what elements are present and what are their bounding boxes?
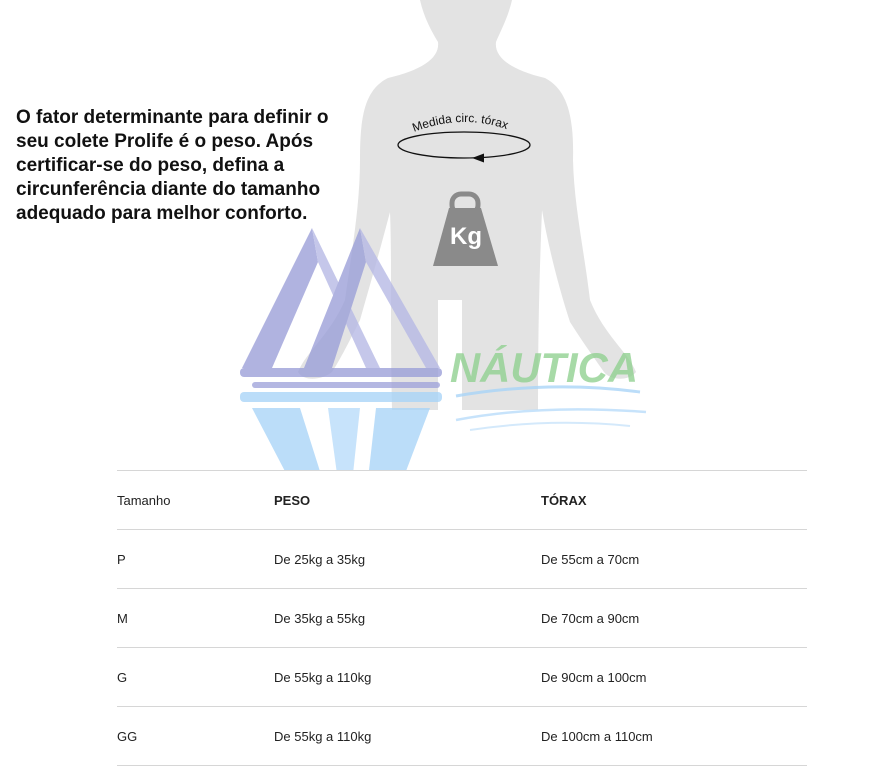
cell-weight: De 35kg a 55kg: [274, 589, 541, 648]
size-table: [117, 470, 807, 766]
header-size: Tamanho: [117, 471, 274, 530]
table-row: [117, 589, 807, 648]
header-chest: TÓRAX: [541, 471, 807, 530]
cell-weight: De 55kg a 110kg: [274, 707, 541, 766]
cell-weight: De 55kg a 110kg: [274, 648, 541, 707]
cell-size: P: [117, 530, 274, 589]
table-row: [117, 648, 807, 707]
watermark-text: NÁUTICA: [450, 344, 638, 391]
header-weight: PESO: [274, 471, 541, 530]
cell-weight: De 25kg a 35kg: [274, 530, 541, 589]
weight-icon-label: Kg: [450, 223, 482, 250]
cell-size: GG: [117, 707, 274, 766]
cell-chest: De 55cm a 70cm: [541, 530, 807, 589]
table-row: [117, 530, 807, 589]
cell-chest: De 90cm a 100cm: [541, 648, 807, 707]
cell-size: G: [117, 648, 274, 707]
intro-paragraph: O fator determinante para definir o seu colete Prolife é o peso. Após certificar-se do peso, defina a circunferência diante do tamanho adequado para melhor conforto.: [16, 107, 329, 224]
table-header-row: [117, 471, 807, 530]
cell-chest: De 70cm a 90cm: [541, 589, 807, 648]
cell-chest: De 100cm a 110cm: [541, 707, 807, 766]
table-row: [117, 707, 807, 766]
cell-size: M: [117, 589, 274, 648]
chest-measure-label: Medida circ. tórax: [410, 110, 511, 135]
